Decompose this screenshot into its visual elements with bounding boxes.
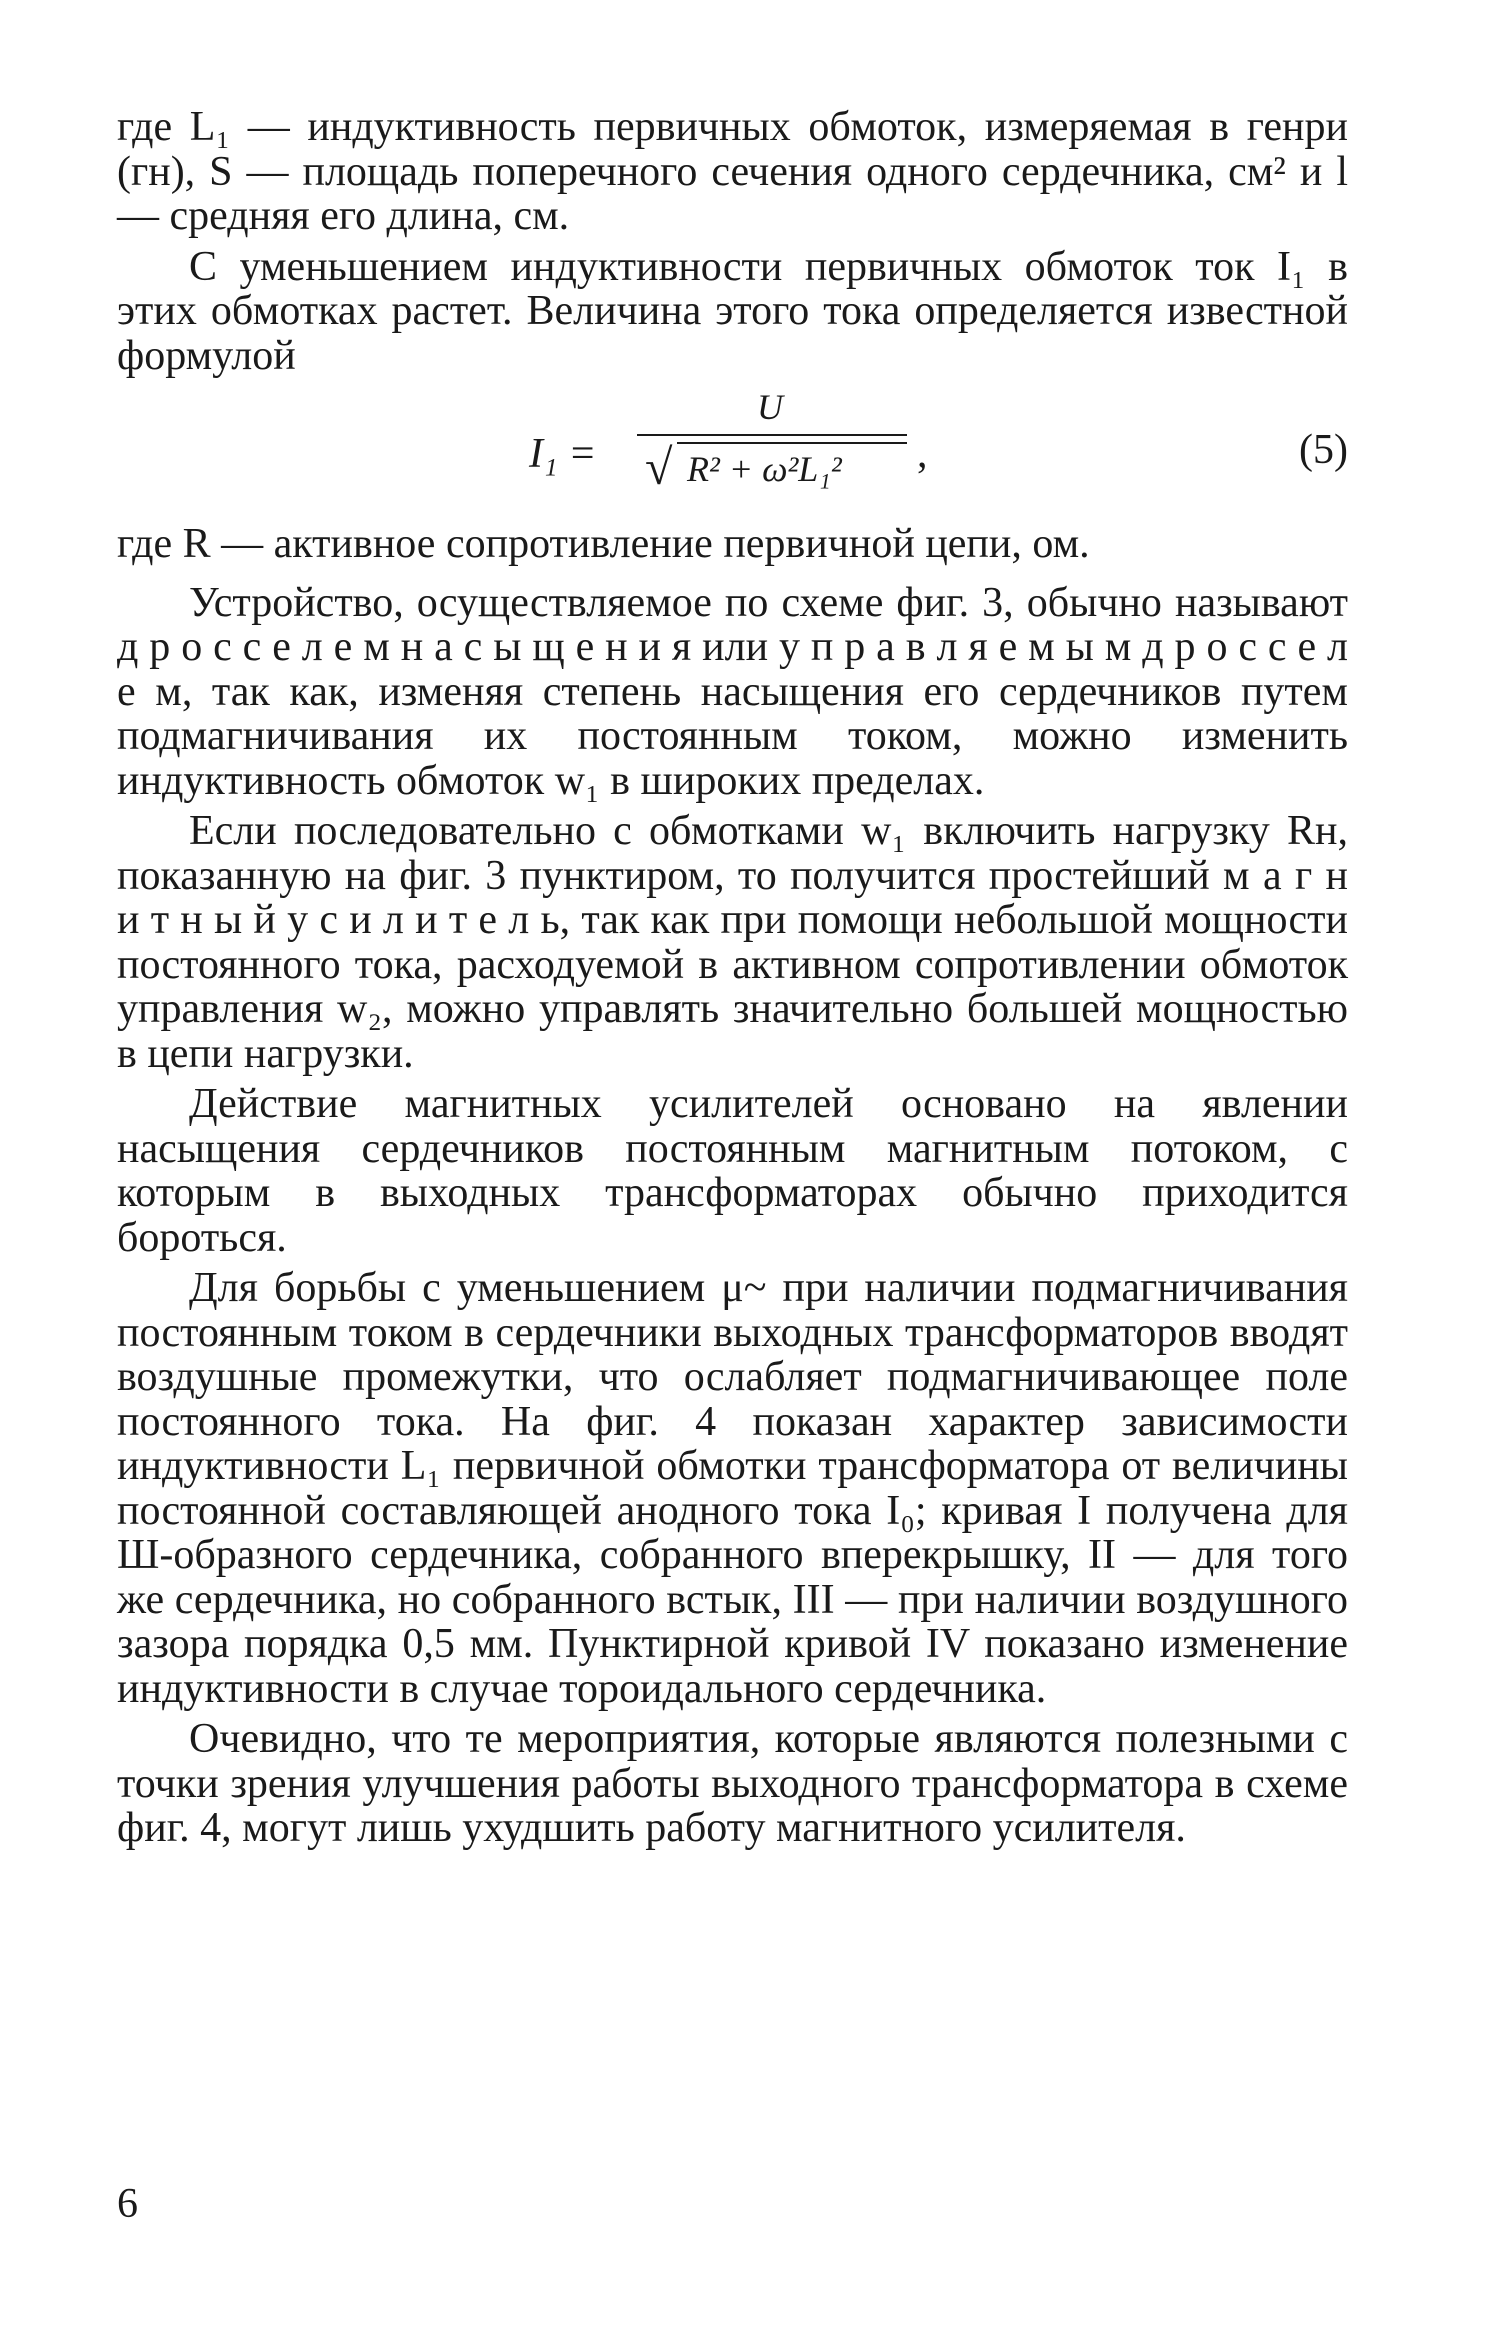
formula-number: (5): [1299, 427, 1348, 473]
paragraph-3: где R — активное сопротивление первичной цепи, ом.: [117, 521, 1090, 567]
formula-numerator: U: [757, 387, 783, 427]
paragraph-2: С уменьшением индуктивности первичных обмоток ток I₁ в этих обмотках растет. Величина этого тока определяется известной формулой: [117, 243, 1348, 379]
formula-5: [117, 386, 1348, 516]
formula-comma: ,: [917, 431, 928, 477]
formula-lhs: I₁ =: [529, 431, 597, 477]
fraction-bar: [637, 434, 907, 436]
paragraph-4: Устройство, осуществляемое по схеме фиг. 3, обычно называют д р о с с е л е м н а с ы щ е н и я или у п р а в л я е м ы м д р о с с е л е м, так как, изменяя степень насыщения его сердечников путем подмагничивания их постоянным током, можно изменить индуктивность обмоток w₁ в широких пределах.: [117, 579, 1348, 804]
paragraph-6: Действие магнитных усилителей основано на явлении насыщения сердечников постоянным магнитным потоком, с которым в выходных трансформаторах обычно приходится бороться.: [117, 1081, 1348, 1261]
paragraph-8: Очевидно, что те мероприятия, которые являются полезными с точки зрения улучшения работы выходного трансформатора в схеме фиг. 4, могут лишь ухудшить работу магнитного усилителя.: [117, 1716, 1348, 1851]
paragraph-1: где L₁ — индуктивность первичных обмоток, измеряемая в генри (гн), S — площадь поперечного сечения одного сердечника, см² и l — средняя его длина, см.: [117, 104, 1348, 239]
page-number: 6: [117, 2181, 138, 2227]
radical-bar: [677, 442, 907, 444]
formula-radical: √: [645, 439, 673, 495]
paragraph-5: Если последовательно с обмотками w₁ включить нагрузку Rн, показанную на фиг. 3 пунктиром, то получится простейший м а г н и т н ы й у с и л и т е л ь, так как при помощи небольшой мощности постоянного тока, расходуемой в активном сопротивлении обмоток управления w₂, можно управлять значительно большей мощностью в цепи нагрузки.: [117, 808, 1348, 1077]
paragraph-7: Для борьбы с уменьшением μ~ при наличии подмагничивания постоянным током в сердечники выходных трансформаторов вводят воздушные промежутки, что ослабляет подмагничивающее поле постоянного тока. На фиг. 4 показан характер зависимости индуктивности L₁ первичной обмотки трансформатора от величины постоянной составляющей анодного тока I₀; кривая I получена для Ш-образного сердечника, собранного вперекрышку, II — для того же сердечника, но собранного встык, III — при наличии воздушного зазора порядка 0,5 мм. Пунктирной кривой IV показано изменение индуктивности в случае тороидального сердечника.: [117, 1265, 1348, 1712]
text-column: [117, 105, 1348, 1851]
formula-denominator: R² + ω²L₁²: [687, 449, 842, 489]
